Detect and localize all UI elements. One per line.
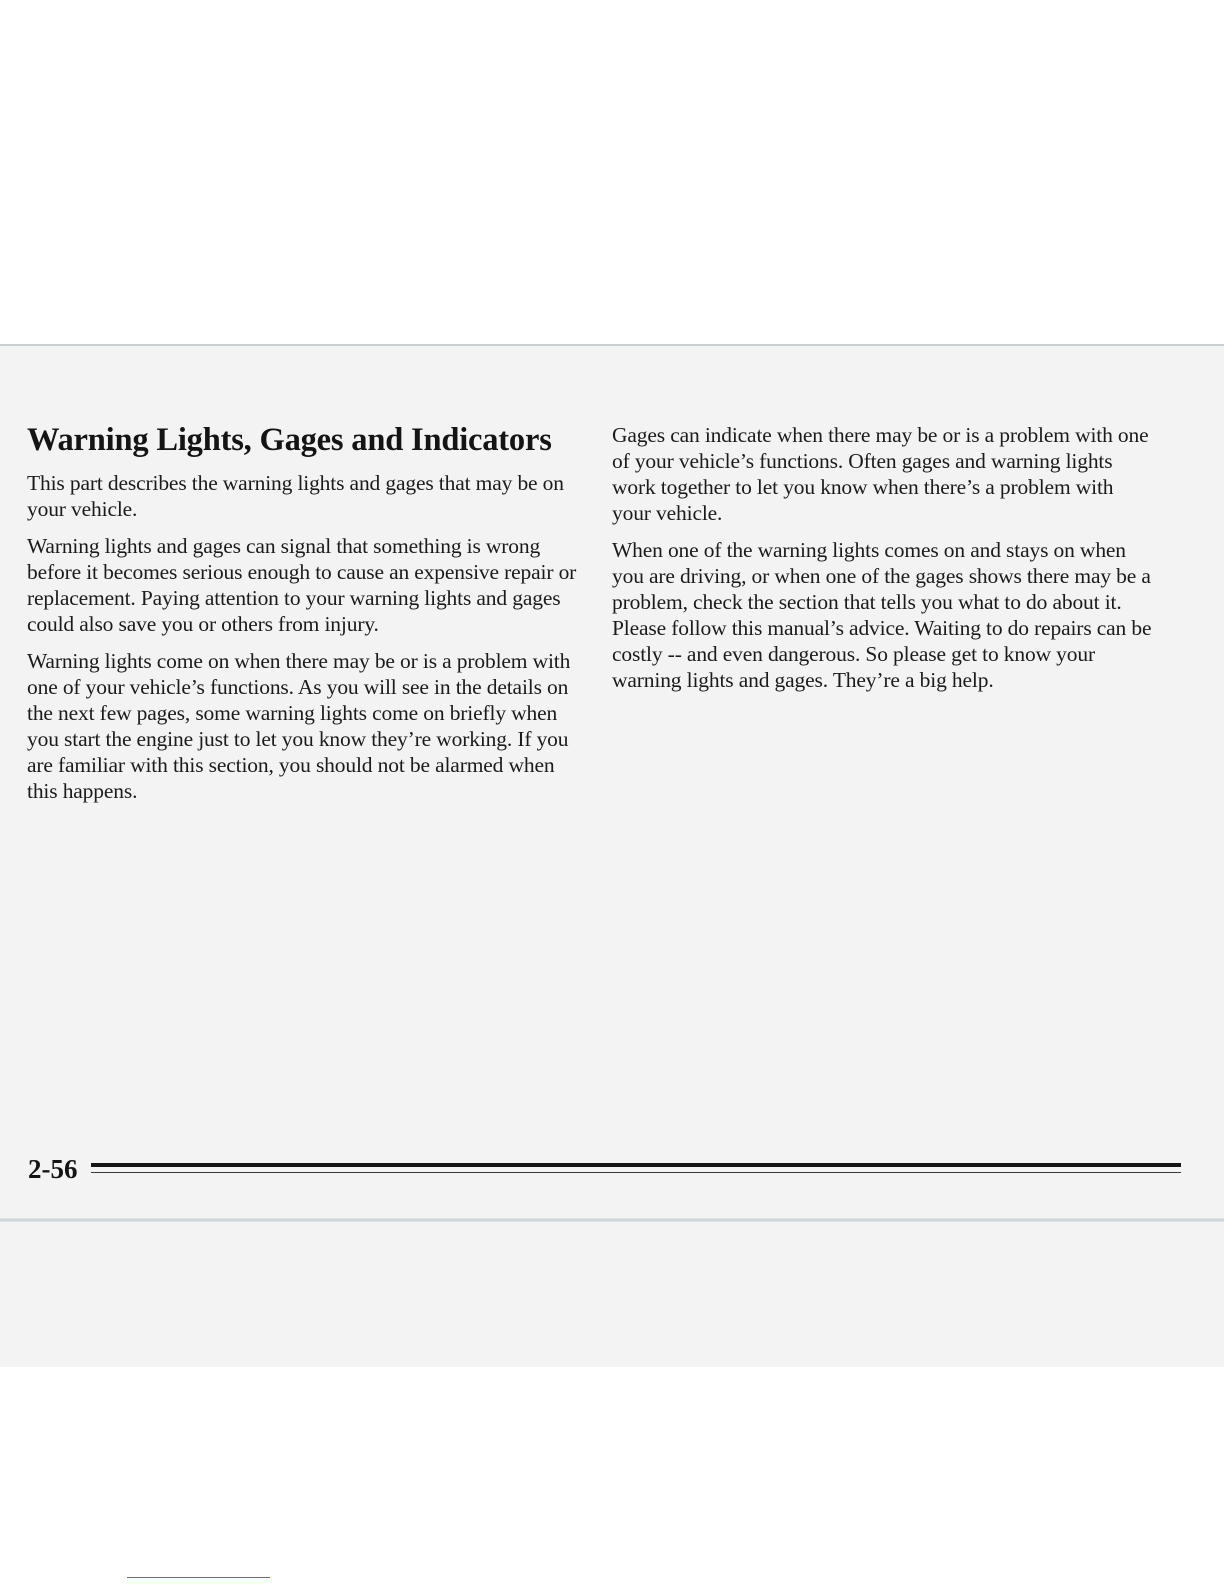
page-footer — [28, 1152, 1158, 1186]
paragraph-signal: Warning lights and gages can signal that something is wrong before it becomes serious enough to cause an expensive repair or replacement. Paying attention to your warning lights and gages could also save you or others from injury. — [27, 534, 577, 636]
paragraph-intro: This part describes the warning lights and gages that may be on your vehicle. — [27, 471, 564, 521]
right-column — [612, 422, 1152, 704]
paragraph-gages: Gages can indicate when there may be or is a problem with one of your vehicle’s functions. Often gages and warning lights work together to let you know when there’s a problem with your vehicle. — [612, 423, 1149, 525]
paragraph-stays-on: When one of the warning lights comes on and stays on when you are driving, or when one of the gages shows there may be a problem, check the section that tells you what to do about it. Please follow this manual’s advice. Waiting to do repairs can be costly -- and even dangerous. So please get to know your warning lights and gages. They’re a big help. — [612, 538, 1152, 692]
footer-rule-thick — [91, 1163, 1181, 1167]
scan-edge-top — [0, 344, 1224, 346]
paragraph-come-on: Warning lights come on when there may be or is a problem with one of your vehicle’s functions. As you will see in the details on the next few pages, some warning lights come on briefly when you start the engine just to let you know they’re working. If you are familiar with this section, you should not be alarmed when this happens. — [27, 649, 571, 803]
page-number: 2-56 — [28, 1154, 78, 1184]
scan-edge-bottom — [0, 1218, 1224, 1222]
bottom-underline — [127, 1577, 270, 1578]
section-title: Warning Lights, Gages and Indicators — [27, 422, 552, 458]
footer-rule-thin — [91, 1172, 1181, 1173]
left-column — [27, 420, 587, 815]
